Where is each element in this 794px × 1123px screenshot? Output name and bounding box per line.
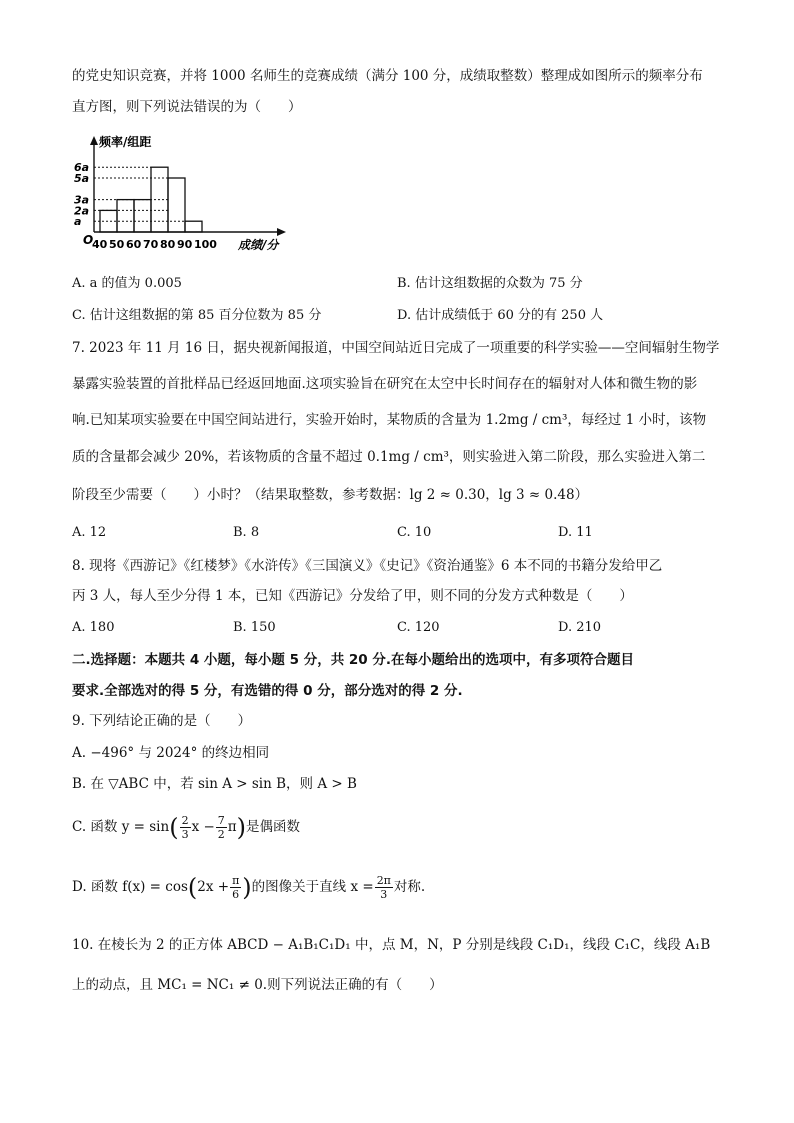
- section2-header-line1: 二.选择题：本题共 4 小题，每小题 5 分，共 20 分.在每小题给出的选项中，有多项符合题目: [72, 652, 635, 668]
- q9-d-suffix: 对称.: [393, 879, 426, 895]
- q8-option-b: B. 150: [233, 620, 276, 635]
- y-tick-label: 2a: [74, 204, 90, 218]
- q9-c-suffix: 是偶函数: [246, 819, 301, 835]
- q9-option-d: D. 函数 f(x) = cos(2x + $\frac{\pi}{6}$ )的图像关于直线 x = $\frac{2\pi}{3}$ 对称.: [72, 873, 426, 902]
- q7-stem-line1: 7. 2023 年 11 月 16 日，据央视新闻报道，中国空间站近日完成了一项重要的科学实验——空间辐射生物学: [72, 340, 720, 356]
- q9-stem: 9. 下列结论正确的是（ ）: [72, 713, 252, 729]
- q6-option-d: D. 估计成绩低于 60 分的有 250 人: [397, 308, 604, 323]
- y-tick-label: a: [74, 215, 82, 229]
- q10-stem-line2: 上的动点，且 MC₁ = NC₁ ≠ 0.则下列说法正确的有（ ）: [72, 977, 443, 993]
- q8-stem-line2: 丙 3 人，每人至少分得 1 本，已知《西游记》分发给了甲，则不同的分发方式种数是（ ）: [72, 588, 633, 604]
- x-tick-label: 50: [109, 238, 125, 251]
- q7-option-b: B. 8: [233, 525, 260, 540]
- frequency-histogram: [72, 128, 302, 260]
- q7-stem-line5: 阶段至少需要（ ）小时？（结果取整数，参考数据：lg 2 ≈ 0.30，lg 3 ≈ 0.48）: [72, 487, 589, 503]
- q9-d-fraction-1: $\frac{\pi}{6}$: [232, 874, 240, 901]
- q9-c-fraction-2: $\frac{7}{2}$: [217, 814, 225, 841]
- q7-option-a: A. 12: [72, 525, 107, 540]
- x-tick-label: 70: [143, 238, 159, 251]
- section2-header-line2: 要求.全部选对的得 5 分，有选错的得 0 分，部分选对的得 2 分.: [72, 683, 463, 699]
- q9-d-argument: 2x +: [197, 879, 230, 895]
- q8-stem-line1: 8. 现将《西游记》《红楼梦》《水浒传》《三国演义》《史记》《资治通鉴》6 本不同的书籍分发给甲乙: [72, 558, 663, 574]
- q7-stem-line2: 暴露实验装置的首批样品已经返回地面.这项实验旨在研究在太空中长时间存在的辐射对人体和微生物的影: [72, 376, 698, 392]
- q9-d-middle: 的图像关于直线 x =: [251, 879, 374, 895]
- x-tick-label: 100: [194, 238, 217, 251]
- x-tick-label: 90: [177, 238, 193, 251]
- y-tick-label: 3a: [74, 193, 90, 207]
- q10-stem-line1: 10. 在棱长为 2 的正方体 ABCD − A₁B₁C₁D₁ 中，点 M，N，P 分别是线段 C₁D₁，线段 C₁C，线段 A₁B: [72, 937, 711, 953]
- q7-option-c: C. 10: [397, 525, 432, 540]
- q9-d-prefix: D. 函数 f(x) = cos: [72, 879, 188, 895]
- histogram-bar: [134, 200, 151, 232]
- x-axis-label: 成绩/分: [238, 238, 279, 252]
- q7-stem-line3: 响.已知某项实验要在中国空间站进行，实验开始时，某物质的含量为 1.2mg / cm³，每经过 1 小时，该物: [72, 412, 707, 428]
- y-tick-label: 6a: [74, 161, 90, 175]
- y-axis-arrow: [90, 136, 98, 145]
- x-tick-label: 40: [92, 238, 108, 251]
- histogram-bar: [117, 200, 134, 232]
- q6-option-c: C. 估计这组数据的第 85 百分位数为 85 分: [72, 308, 322, 323]
- q9-c-pi: π: [227, 819, 237, 835]
- y-axis-label: 频率/组距: [99, 135, 152, 149]
- q7-stem-line4: 质的含量都会减少 20%，若该物质的含量不超过 0.1mg / cm³，则实验进入第二阶段，那么实验进入第二: [72, 449, 706, 465]
- q7-option-d: D. 11: [558, 525, 593, 540]
- origin-label: O: [83, 233, 94, 247]
- q6-option-b: B. 估计这组数据的众数为 75 分: [397, 276, 583, 291]
- q6-option-a: A. a 的值为 0.005: [72, 276, 182, 291]
- q9-c-variable: x −: [191, 819, 215, 835]
- q9-option-a: A. −496° 与 2024° 的终边相同: [72, 745, 270, 761]
- q6-stem-line1: 的党史知识竞赛，并将 1000 名师生的竞赛成绩（满分 100 分，成绩取整数）整理成如图所示的频率分布: [72, 68, 703, 84]
- q9-option-b: B. 在 ▽ABC 中，若 sin A > sin B，则 A > B: [72, 776, 357, 792]
- histogram-bar: [185, 221, 202, 232]
- y-tick-label: 5a: [74, 172, 90, 185]
- q9-option-c: C. 函数 y = sin( $\frac{2}{3}$ x − $\frac{7}{2}$ π)是偶函数: [72, 813, 301, 842]
- x-axis-arrow: [277, 228, 286, 236]
- q8-option-a: A. 180: [72, 620, 115, 635]
- x-tick-label: 60: [126, 238, 142, 251]
- q9-c-fraction-1: $\frac{2}{3}$: [181, 814, 189, 841]
- q9-c-prefix: C. 函数 y = sin: [72, 819, 170, 835]
- q8-option-d: D. 210: [558, 620, 602, 635]
- q8-option-c: C. 120: [397, 620, 440, 635]
- histogram-bar: [168, 178, 185, 232]
- q6-stem-line2: 直方图，则下列说法错误的为（ ）: [72, 99, 302, 115]
- x-tick-label: 80: [160, 238, 176, 251]
- q9-d-fraction-2: $\frac{2\pi}{3}$: [376, 874, 391, 901]
